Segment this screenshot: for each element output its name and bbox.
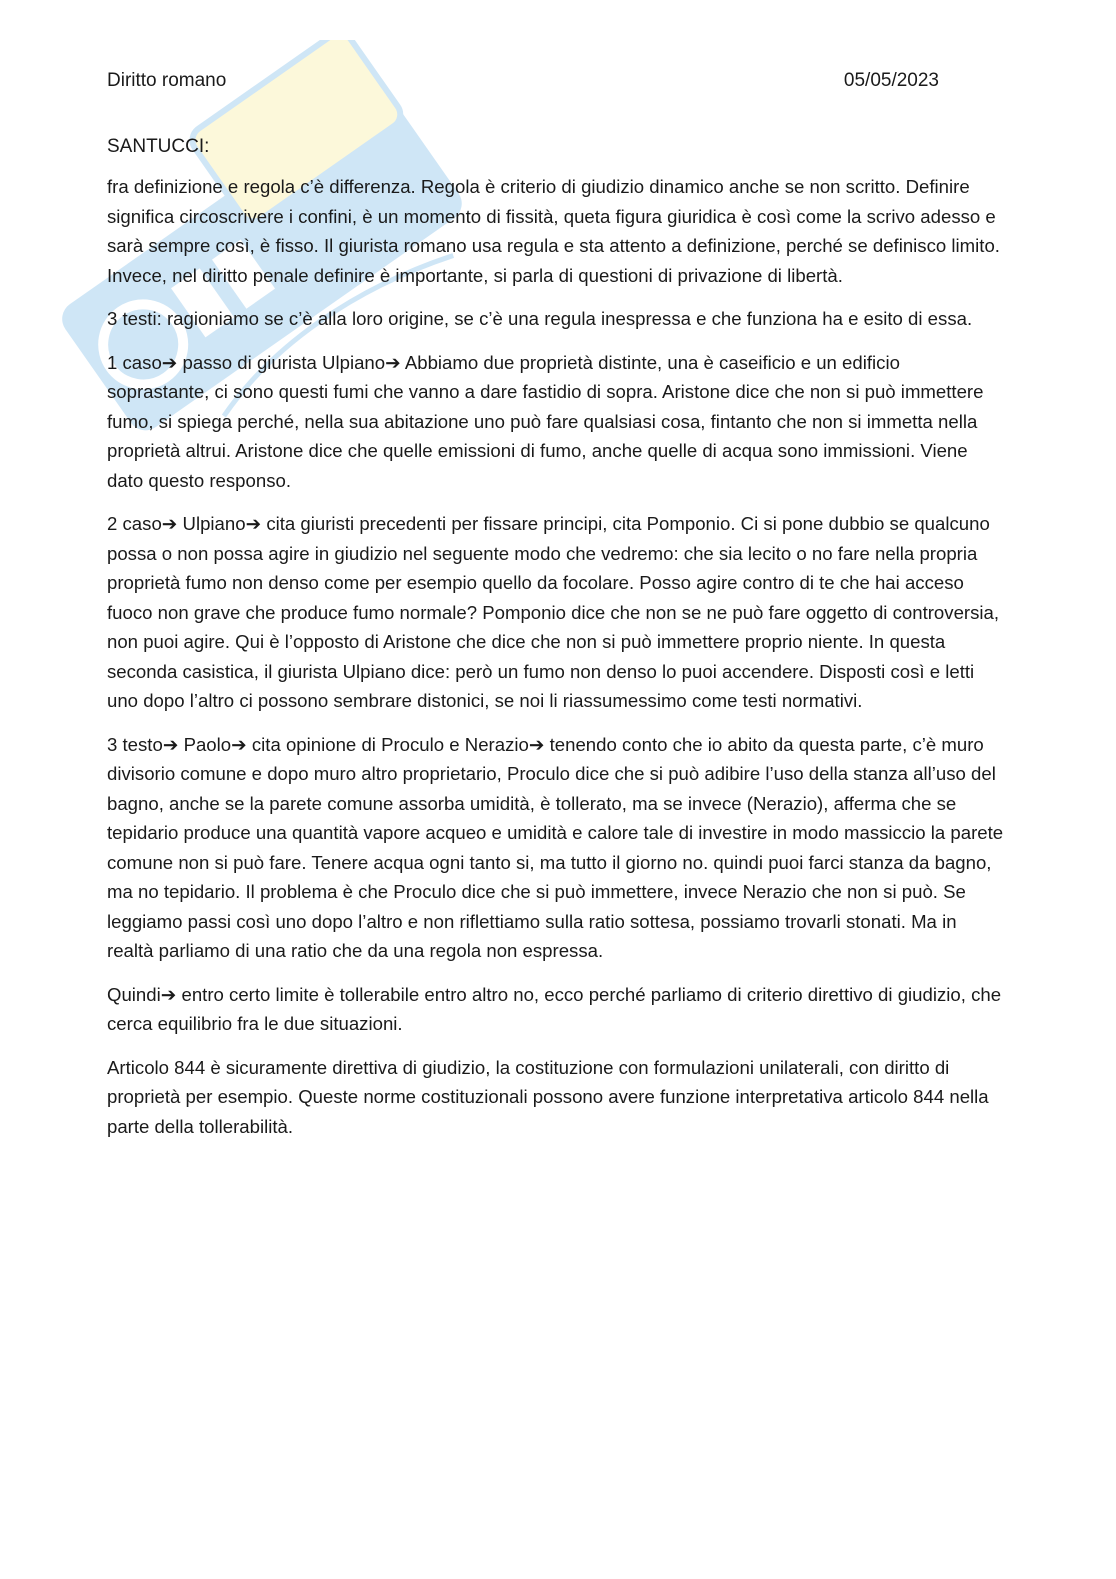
paragraph-caso-1: 1 caso➔ passo di giurista Ulpiano➔ Abbiamo due proprietà distinte, una è caseificio e un edificio soprastante, ci sono questi fumi che vanno a dare fastidio di sopra. Aristone dice che non si può immettere fumo, si spiega perché, nella sua abitazione uno può fare qualsiasi cosa, fintanto che non si immetta nella proprietà altrui. Aristone dice che quelle emissioni di fumo, anche quelle di acqua sono immissioni. Viene dato questo responso. xyxy=(107,351,984,491)
paragraph-tre-testi: 3 testi: ragioniamo se c’è alla loro origine, se c’è una regula inespressa e che funziona ha e esito di essa. xyxy=(107,308,973,329)
paragraph-articolo-844: Articolo 844 è sicuramente direttiva di giudizio, la costituzione con formulazioni unilaterali, con diritto di proprietà per esempio. Queste norme costituzionali possono avere funzione interpretativa articolo 844 nella parte della tollerabilità. xyxy=(107,1056,989,1137)
paragraph-caso-2: 2 caso➔ Ulpiano➔ cita giuristi precedenti per fissare principi, cita Pomponio. Ci si pone dubbio se qualcuno possa o non possa agire in giudizio nel seguente modo che vedremo: che sia lecito o no fare nella propria proprietà fumo non denso come per esempio quello da focolare. Posso agire contro di te che hai acceso fuoco non grave che produce fumo normale? Pomponio dice che non se ne può fare oggetto di controversia, non puoi agire. Qui è l’opposto di Aristone che dice che non si può immettere proprio niente. In questa seconda casistica, il giurista Ulpiano dice: però un fumo non denso lo puoi accendere. Disposti così e letti uno dopo l’altro ci possono sembrare distonici, se noi li riassumessimo come testi normativi. xyxy=(107,513,1000,711)
document-date: 05/05/2023 xyxy=(843,70,939,91)
section-title: SANTUCCI: xyxy=(107,136,210,157)
document-title: Diritto romano xyxy=(107,70,227,91)
paragraph-quindi: Quindi➔ entro certo limite è tollerabile entro altro no, ecco perché parliamo di criterio direttivo di giudizio, che cerca equilibrio fra le due situazioni. xyxy=(107,983,1002,1034)
paragraph-definizione: fra definizione e regola c’è differenza. Regola è criterio di giudizio dinamico anche se non scritto. Definire significa circoscrivere i confini, è un momento di fissità, queta figura giuridica è così come la scrivo adesso e sarà sempre così, è fisso. Il giurista romano usa regula e sta attento a definizione, perché se definisco limito. Invece, nel diritto penale definire è importante, si parla di questioni di privazione di libertà. xyxy=(107,176,1000,286)
document-header xyxy=(107,66,939,96)
document-page xyxy=(107,66,1007,1141)
paragraph-testo-3: 3 testo➔ Paolo➔ cita opinione di Proculo e Nerazio➔ tenendo conto che io abito da questa parte, c’è muro divisorio comune e dopo muro altro proprietario, Proculo dice che si può adibire l’uso della stanza all’uso del bagno, anche se la parete comune assorba umidità, è tollerato, ma se invece (Nerazio), afferma che se tepidario produce una quantità vapore acqueo e umidità e calore tale di investire in modo massiccio la parete comune non si può fare. Tenere acqua ogni tanto si, ma tutto il giorno no. quindi puoi farci stanza da bagno, ma no tepidario. Il problema è che Proculo dice che si può immettere, invece Nerazio che non si può. Se leggiamo passi così uno dopo l’altro e non riflettiamo sulla ratio sottesa, possiamo trovarli stonati. Ma in realtà parliamo di una ratio che da una regola non espressa. xyxy=(107,733,1004,961)
